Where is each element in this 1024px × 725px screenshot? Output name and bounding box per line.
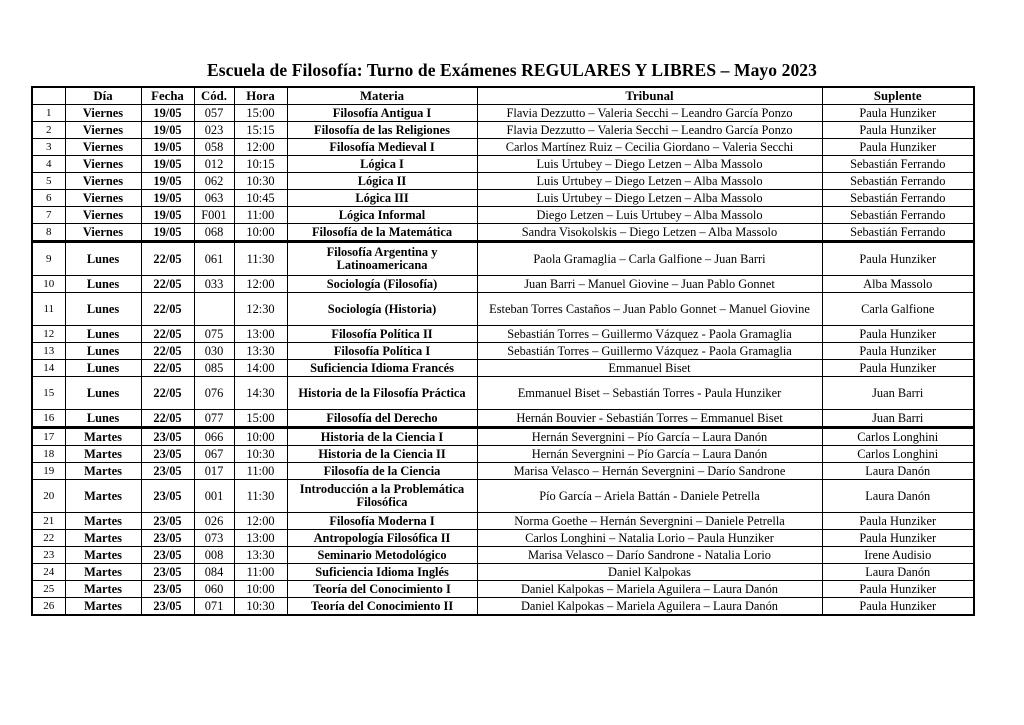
row-number: 13 xyxy=(32,343,65,360)
row-tribunal: Juan Barri – Manuel Giovine – Juan Pablo Gonnet xyxy=(477,276,822,293)
row-tribunal: Luis Urtubey – Diego Letzen – Alba Massolo xyxy=(477,173,822,190)
row-tribunal: Sandra Visokolskis – Diego Letzen – Alba Massolo xyxy=(477,224,822,242)
row-fecha: 19/05 xyxy=(141,122,194,139)
row-hora: 11:00 xyxy=(234,564,287,581)
row-number: 11 xyxy=(32,293,65,326)
row-suplente: Paula Hunziker xyxy=(822,139,974,156)
row-fecha: 19/05 xyxy=(141,190,194,207)
row-materia: Filosofía de las Religiones xyxy=(287,122,477,139)
row-hora: 10:15 xyxy=(234,156,287,173)
row-suplente: Paula Hunziker xyxy=(822,122,974,139)
row-cod: 076 xyxy=(194,377,234,410)
row-hora: 10:00 xyxy=(234,581,287,598)
row-materia: Filosofía de la Ciencia xyxy=(287,463,477,480)
table-row xyxy=(32,207,974,224)
table-row xyxy=(32,564,974,581)
row-hora: 15:00 xyxy=(234,105,287,122)
row-dia: Lunes xyxy=(65,276,141,293)
header-dia: Día xyxy=(65,87,141,105)
row-cod: 017 xyxy=(194,463,234,480)
row-cod: 084 xyxy=(194,564,234,581)
row-fecha: 23/05 xyxy=(141,446,194,463)
row-fecha: 22/05 xyxy=(141,276,194,293)
row-suplente: Sebastián Ferrando xyxy=(822,173,974,190)
row-materia: Historia de la Ciencia I xyxy=(287,428,477,446)
row-dia: Viernes xyxy=(65,173,141,190)
row-suplente: Sebastián Ferrando xyxy=(822,207,974,224)
row-cod: 077 xyxy=(194,410,234,428)
table-row xyxy=(32,581,974,598)
row-materia: Teoría del Conocimiento I xyxy=(287,581,477,598)
table-row xyxy=(32,377,974,410)
row-suplente: Paula Hunziker xyxy=(822,581,974,598)
table-row xyxy=(32,276,974,293)
row-number: 22 xyxy=(32,530,65,547)
row-fecha: 23/05 xyxy=(141,530,194,547)
row-dia: Lunes xyxy=(65,410,141,428)
exam-schedule-table xyxy=(31,86,975,616)
row-cod: 067 xyxy=(194,446,234,463)
row-cod: 057 xyxy=(194,105,234,122)
row-materia: Lógica II xyxy=(287,173,477,190)
row-hora: 14:00 xyxy=(234,360,287,377)
row-suplente: Irene Audisio xyxy=(822,547,974,564)
row-tribunal: Sebastián Torres – Guillermo Vázquez - Paola Gramaglia xyxy=(477,326,822,343)
row-materia: Historia de la Ciencia II xyxy=(287,446,477,463)
row-fecha: 23/05 xyxy=(141,480,194,513)
row-materia: Filosofía Medieval I xyxy=(287,139,477,156)
row-tribunal: Flavia Dezzutto – Valeria Secchi – Leandro García Ponzo xyxy=(477,105,822,122)
row-cod: 023 xyxy=(194,122,234,139)
row-fecha: 19/05 xyxy=(141,105,194,122)
row-fecha: 23/05 xyxy=(141,581,194,598)
row-dia: Viernes xyxy=(65,122,141,139)
row-suplente: Carlos Longhini xyxy=(822,446,974,463)
row-suplente: Laura Danón xyxy=(822,463,974,480)
row-dia: Martes xyxy=(65,564,141,581)
row-number: 23 xyxy=(32,547,65,564)
row-materia: Lógica III xyxy=(287,190,477,207)
row-suplente: Juan Barri xyxy=(822,410,974,428)
row-dia: Lunes xyxy=(65,242,141,276)
row-number: 15 xyxy=(32,377,65,410)
row-dia: Viernes xyxy=(65,105,141,122)
row-cod: 071 xyxy=(194,598,234,616)
row-hora: 10:30 xyxy=(234,446,287,463)
table-row xyxy=(32,242,974,276)
row-cod: 063 xyxy=(194,190,234,207)
row-hora: 15:15 xyxy=(234,122,287,139)
row-tribunal: Daniel Kalpokas xyxy=(477,564,822,581)
header-tribunal: Tribunal xyxy=(477,87,822,105)
row-hora: 10:30 xyxy=(234,598,287,616)
row-materia: Introducción a la Problemática Filosófica xyxy=(287,480,477,513)
row-suplente: Carlos Longhini xyxy=(822,428,974,446)
row-number: 8 xyxy=(32,224,65,242)
row-number: 20 xyxy=(32,480,65,513)
row-tribunal: Paola Gramaglia – Carla Galfione – Juan Barri xyxy=(477,242,822,276)
row-number: 2 xyxy=(32,122,65,139)
header-hora: Hora xyxy=(234,87,287,105)
table-row xyxy=(32,598,974,616)
row-suplente: Paula Hunziker xyxy=(822,530,974,547)
document-title: Escuela de Filosofía: Turno de Exámenes REGULARES Y LIBRES – Mayo 2023 xyxy=(206,60,817,80)
row-suplente: Paula Hunziker xyxy=(822,105,974,122)
row-number: 26 xyxy=(32,598,65,616)
row-hora: 12:00 xyxy=(234,276,287,293)
row-suplente: Laura Danón xyxy=(822,480,974,513)
row-suplente: Paula Hunziker xyxy=(822,513,974,530)
row-dia: Martes xyxy=(65,547,141,564)
header-fecha: Fecha xyxy=(141,87,194,105)
row-number: 14 xyxy=(32,360,65,377)
row-number: 21 xyxy=(32,513,65,530)
table-row xyxy=(32,428,974,446)
row-fecha: 19/05 xyxy=(141,224,194,242)
row-hora: 10:00 xyxy=(234,224,287,242)
row-materia: Filosofía Política II xyxy=(287,326,477,343)
row-cod: 033 xyxy=(194,276,234,293)
row-materia: Teoría del Conocimiento II xyxy=(287,598,477,616)
row-number: 6 xyxy=(32,190,65,207)
row-materia: Sociología (Historia) xyxy=(287,293,477,326)
row-hora: 15:00 xyxy=(234,410,287,428)
row-materia: Suficiencia Idioma Inglés xyxy=(287,564,477,581)
row-number: 12 xyxy=(32,326,65,343)
table-row xyxy=(32,463,974,480)
row-dia: Viernes xyxy=(65,224,141,242)
table-row xyxy=(32,122,974,139)
row-number: 5 xyxy=(32,173,65,190)
row-suplente: Sebastián Ferrando xyxy=(822,190,974,207)
row-hora: 13:30 xyxy=(234,343,287,360)
row-number: 7 xyxy=(32,207,65,224)
header-cod: Cód. xyxy=(194,87,234,105)
row-tribunal: Sebastián Torres – Guillermo Vázquez - Paola Gramaglia xyxy=(477,343,822,360)
row-cod xyxy=(194,293,234,326)
row-hora: 10:45 xyxy=(234,190,287,207)
row-tribunal: Marisa Velasco – Darío Sandrone - Natalia Lorio xyxy=(477,547,822,564)
row-materia: Antropología Filosófica II xyxy=(287,530,477,547)
row-cod: 085 xyxy=(194,360,234,377)
row-hora: 11:00 xyxy=(234,463,287,480)
row-fecha: 23/05 xyxy=(141,513,194,530)
row-number: 3 xyxy=(32,139,65,156)
table-row xyxy=(32,190,974,207)
row-suplente: Juan Barri xyxy=(822,377,974,410)
row-fecha: 22/05 xyxy=(141,377,194,410)
row-suplente: Paula Hunziker xyxy=(822,242,974,276)
row-number: 17 xyxy=(32,428,65,446)
table-row xyxy=(32,343,974,360)
row-cod: 001 xyxy=(194,480,234,513)
table-row xyxy=(32,293,974,326)
row-tribunal: Daniel Kalpokas – Mariela Aguilera – Laura Danón xyxy=(477,598,822,616)
row-cod: 073 xyxy=(194,530,234,547)
row-cod: 075 xyxy=(194,326,234,343)
row-tribunal: Emmanuel Biset – Sebastián Torres - Paula Hunziker xyxy=(477,377,822,410)
row-dia: Viernes xyxy=(65,156,141,173)
schedule-body xyxy=(32,105,974,616)
row-suplente: Paula Hunziker xyxy=(822,343,974,360)
row-fecha: 22/05 xyxy=(141,326,194,343)
row-dia: Martes xyxy=(65,428,141,446)
row-hora: 11:00 xyxy=(234,207,287,224)
row-hora: 11:30 xyxy=(234,242,287,276)
row-tribunal: Esteban Torres Castaños – Juan Pablo Gonnet – Manuel Giovine xyxy=(477,293,822,326)
row-fecha: 19/05 xyxy=(141,207,194,224)
row-hora: 13:00 xyxy=(234,530,287,547)
table-row xyxy=(32,224,974,242)
row-tribunal: Marisa Velasco – Hernán Severgnini – Darío Sandrone xyxy=(477,463,822,480)
row-suplente: Sebastián Ferrando xyxy=(822,224,974,242)
row-tribunal: Diego Letzen – Luis Urtubey – Alba Massolo xyxy=(477,207,822,224)
table-row xyxy=(32,547,974,564)
row-hora: 12:30 xyxy=(234,293,287,326)
table-row xyxy=(32,530,974,547)
row-number: 25 xyxy=(32,581,65,598)
row-fecha: 19/05 xyxy=(141,156,194,173)
row-fecha: 22/05 xyxy=(141,360,194,377)
row-fecha: 23/05 xyxy=(141,564,194,581)
row-dia: Martes xyxy=(65,581,141,598)
row-hora: 13:30 xyxy=(234,547,287,564)
row-materia: Lógica I xyxy=(287,156,477,173)
row-suplente: Paula Hunziker xyxy=(822,326,974,343)
row-hora: 12:00 xyxy=(234,513,287,530)
row-fecha: 22/05 xyxy=(141,293,194,326)
row-suplente: Paula Hunziker xyxy=(822,360,974,377)
row-number: 24 xyxy=(32,564,65,581)
row-dia: Martes xyxy=(65,463,141,480)
row-number: 10 xyxy=(32,276,65,293)
table-row xyxy=(32,446,974,463)
row-suplente: Carla Galfione xyxy=(822,293,974,326)
table-row xyxy=(32,105,974,122)
row-hora: 12:00 xyxy=(234,139,287,156)
header-suplente: Suplente xyxy=(822,87,974,105)
row-materia: Lógica Informal xyxy=(287,207,477,224)
row-cod: 068 xyxy=(194,224,234,242)
row-dia: Lunes xyxy=(65,377,141,410)
row-tribunal: Luis Urtubey – Diego Letzen – Alba Massolo xyxy=(477,190,822,207)
row-tribunal: Hernán Severgnini – Pío García – Laura Danón xyxy=(477,428,822,446)
row-cod: 066 xyxy=(194,428,234,446)
row-materia: Filosofía Moderna I xyxy=(287,513,477,530)
row-tribunal: Carlos Longhini – Natalia Lorio – Paula Hunziker xyxy=(477,530,822,547)
row-tribunal: Luis Urtubey – Diego Letzen – Alba Massolo xyxy=(477,156,822,173)
row-fecha: 22/05 xyxy=(141,343,194,360)
row-fecha: 22/05 xyxy=(141,242,194,276)
table-row xyxy=(32,156,974,173)
row-cod: 030 xyxy=(194,343,234,360)
row-fecha: 19/05 xyxy=(141,139,194,156)
row-cod: 061 xyxy=(194,242,234,276)
row-dia: Martes xyxy=(65,446,141,463)
row-number: 9 xyxy=(32,242,65,276)
row-suplente: Alba Massolo xyxy=(822,276,974,293)
row-suplente: Paula Hunziker xyxy=(822,598,974,616)
row-dia: Martes xyxy=(65,530,141,547)
row-cod: 062 xyxy=(194,173,234,190)
row-fecha: 19/05 xyxy=(141,173,194,190)
row-dia: Martes xyxy=(65,598,141,616)
table-row xyxy=(32,480,974,513)
row-dia: Lunes xyxy=(65,326,141,343)
row-dia: Lunes xyxy=(65,293,141,326)
row-dia: Martes xyxy=(65,480,141,513)
row-suplente: Sebastián Ferrando xyxy=(822,156,974,173)
row-suplente: Laura Danón xyxy=(822,564,974,581)
row-cod: F001 xyxy=(194,207,234,224)
row-materia: Suficiencia Idioma Francés xyxy=(287,360,477,377)
row-materia: Filosofía Antigua I xyxy=(287,105,477,122)
header-row xyxy=(32,87,974,105)
row-cod: 012 xyxy=(194,156,234,173)
row-tribunal: Norma Goethe – Hernán Severgnini – Daniele Petrella xyxy=(477,513,822,530)
row-dia: Viernes xyxy=(65,207,141,224)
row-tribunal: Daniel Kalpokas – Mariela Aguilera – Laura Danón xyxy=(477,581,822,598)
row-dia: Viernes xyxy=(65,139,141,156)
row-dia: Martes xyxy=(65,513,141,530)
row-cod: 060 xyxy=(194,581,234,598)
row-dia: Lunes xyxy=(65,343,141,360)
row-tribunal: Carlos Martínez Ruiz – Cecilia Giordano – Valeria Secchi xyxy=(477,139,822,156)
row-fecha: 23/05 xyxy=(141,428,194,446)
header-materia: Materia xyxy=(287,87,477,105)
row-materia: Sociología (Filosofía) xyxy=(287,276,477,293)
row-tribunal: Flavia Dezzutto – Valeria Secchi – Leandro García Ponzo xyxy=(477,122,822,139)
row-number: 18 xyxy=(32,446,65,463)
row-materia: Filosofía Política I xyxy=(287,343,477,360)
row-tribunal: Emmanuel Biset xyxy=(477,360,822,377)
row-hora: 11:30 xyxy=(234,480,287,513)
row-materia: Seminario Metodológico xyxy=(287,547,477,564)
row-dia: Lunes xyxy=(65,360,141,377)
row-materia: Filosofía de la Matemática xyxy=(287,224,477,242)
row-number: 16 xyxy=(32,410,65,428)
table-row xyxy=(32,410,974,428)
row-fecha: 23/05 xyxy=(141,463,194,480)
row-fecha: 22/05 xyxy=(141,410,194,428)
row-hora: 13:00 xyxy=(234,326,287,343)
row-dia: Viernes xyxy=(65,190,141,207)
table-row xyxy=(32,326,974,343)
row-materia: Filosofía Argentina y Latinoamericana xyxy=(287,242,477,276)
row-cod: 008 xyxy=(194,547,234,564)
row-materia: Filosofía del Derecho xyxy=(287,410,477,428)
row-number: 4 xyxy=(32,156,65,173)
row-materia: Historia de la Filosofía Práctica xyxy=(287,377,477,410)
row-hora: 14:30 xyxy=(234,377,287,410)
table-row xyxy=(32,360,974,377)
row-hora: 10:30 xyxy=(234,173,287,190)
table-row xyxy=(32,139,974,156)
row-tribunal: Hernán Severgnini – Pío García – Laura Danón xyxy=(477,446,822,463)
row-number: 19 xyxy=(32,463,65,480)
row-hora: 10:00 xyxy=(234,428,287,446)
row-number: 1 xyxy=(32,105,65,122)
row-tribunal: Pío García – Ariela Battán - Daniele Petrella xyxy=(477,480,822,513)
table-row xyxy=(32,513,974,530)
row-cod: 058 xyxy=(194,139,234,156)
header-number xyxy=(32,87,65,105)
row-tribunal: Hernán Bouvier - Sebastián Torres – Emmanuel Biset xyxy=(477,410,822,428)
table-row xyxy=(32,173,974,190)
row-fecha: 23/05 xyxy=(141,547,194,564)
row-cod: 026 xyxy=(194,513,234,530)
row-fecha: 23/05 xyxy=(141,598,194,616)
